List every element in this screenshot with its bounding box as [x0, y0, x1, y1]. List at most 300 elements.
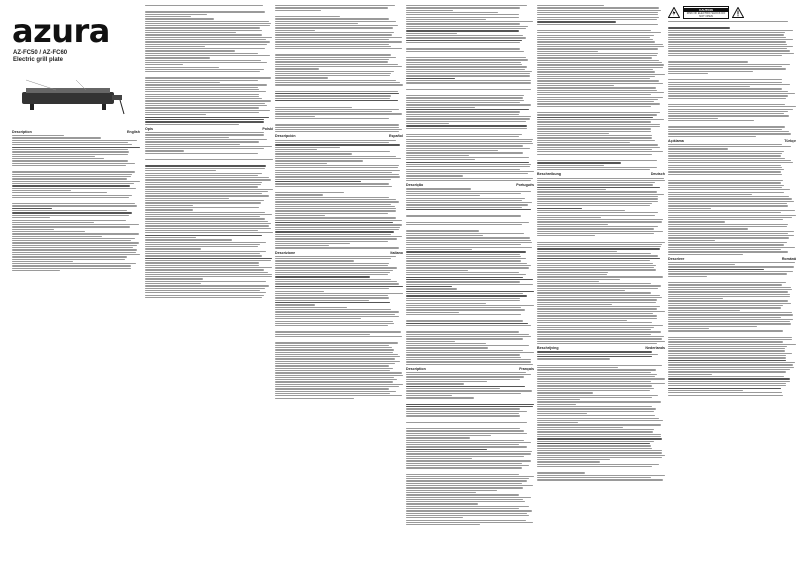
text-line [406, 476, 534, 477]
text-line [145, 32, 236, 33]
text-line [668, 55, 782, 56]
text-line [537, 406, 652, 407]
text-line [537, 260, 650, 261]
text-line [275, 361, 400, 362]
text-line [668, 221, 725, 222]
text-line [668, 160, 791, 161]
text-line [275, 347, 392, 348]
text-line [406, 136, 519, 137]
text-line [275, 354, 398, 355]
text-line [275, 307, 347, 308]
text-line [12, 268, 131, 269]
text-line [537, 408, 656, 409]
text-line [668, 95, 788, 96]
text-line [668, 362, 795, 363]
text-line [668, 167, 782, 168]
text-line [406, 121, 526, 122]
text-line [145, 37, 272, 38]
text-line [537, 306, 660, 307]
text-line [12, 144, 132, 145]
text-line [145, 168, 265, 169]
text-line [145, 297, 262, 298]
text-line [406, 97, 523, 98]
text-line [275, 302, 390, 303]
text-line [537, 126, 660, 127]
text-line [145, 137, 229, 138]
text-line [275, 116, 315, 117]
text-line [537, 24, 658, 25]
text-line [275, 325, 388, 326]
text-line [668, 66, 782, 67]
text-line [537, 354, 658, 355]
text-line [537, 464, 659, 465]
text-line [537, 80, 659, 81]
text-line [406, 433, 527, 434]
text-line [406, 510, 532, 511]
text-line [406, 309, 525, 310]
text-line [668, 303, 791, 304]
text-line [275, 172, 392, 173]
text-line [275, 18, 389, 19]
text-line [275, 224, 402, 225]
text-line [537, 329, 651, 330]
text-line [275, 5, 395, 6]
text-line [537, 178, 664, 179]
text-line [537, 258, 660, 259]
text-line [537, 135, 652, 136]
text-line [12, 242, 139, 243]
text-line [668, 46, 793, 47]
text-line [275, 293, 403, 294]
text-line [537, 94, 651, 95]
text-line [275, 27, 393, 28]
text-line [275, 370, 390, 371]
text-line [275, 194, 323, 195]
text-line [275, 281, 397, 282]
text-line [537, 133, 609, 134]
text-line [537, 267, 654, 268]
text-line [145, 82, 220, 83]
text-line [537, 448, 652, 449]
text-line [406, 460, 531, 461]
text-line [537, 85, 614, 86]
text-line [668, 388, 781, 389]
text-line [406, 73, 530, 74]
text-line [537, 455, 665, 456]
text-line [275, 217, 396, 218]
text-line [145, 292, 266, 293]
text-line [145, 186, 258, 187]
text-line [537, 187, 660, 188]
text-line [275, 25, 398, 26]
text-line [275, 186, 392, 187]
text-line [537, 191, 657, 192]
section-heading-fr: Description [406, 366, 426, 371]
text-line [145, 230, 258, 231]
text-line [537, 461, 600, 462]
text-line [275, 316, 399, 317]
text-line [537, 320, 627, 321]
text-line [668, 314, 793, 315]
text-line [406, 30, 519, 31]
text-line [537, 438, 662, 439]
text-line [275, 66, 402, 67]
text-line [406, 314, 521, 315]
text-line [145, 285, 269, 286]
text-line [406, 7, 520, 8]
text-line [406, 23, 520, 24]
text-line [406, 254, 520, 255]
text-line [537, 19, 657, 20]
text-line [668, 249, 781, 250]
text-line [12, 203, 135, 204]
text-line [537, 196, 658, 197]
text-line [537, 14, 658, 15]
caution-label [683, 6, 729, 19]
text-line [275, 201, 399, 202]
text-line [668, 34, 784, 35]
text-line [668, 182, 781, 183]
text-line [537, 427, 623, 428]
text-line [406, 291, 534, 292]
text-line [537, 154, 652, 155]
text-line [406, 374, 531, 375]
text-line [12, 165, 126, 166]
text-line [406, 428, 520, 429]
text-line [12, 181, 140, 182]
text-line [537, 479, 663, 480]
text-line [537, 41, 655, 42]
text-line [406, 107, 475, 108]
text-line [145, 11, 265, 12]
text-block [12, 135, 140, 271]
text-line [406, 10, 453, 11]
text-line [537, 71, 655, 72]
text-line [668, 48, 787, 49]
text-line [275, 44, 389, 45]
text-line [668, 64, 790, 65]
text-line [275, 336, 402, 337]
text-line [275, 363, 395, 364]
text-line [12, 176, 131, 177]
text-line [406, 19, 486, 20]
text-line [12, 215, 129, 216]
text-line [275, 279, 391, 280]
text-line [668, 224, 788, 225]
text-line [406, 444, 519, 445]
text-line [668, 353, 792, 354]
text-line [537, 281, 599, 282]
text-line [275, 272, 390, 273]
text-line [275, 210, 396, 211]
language-label-pl: Polski [262, 127, 273, 132]
text-line [406, 284, 533, 285]
text-line [668, 385, 786, 386]
text-line [537, 322, 652, 323]
text-line [537, 356, 652, 357]
text-line [145, 182, 262, 183]
text-line [275, 395, 402, 396]
text-line [145, 235, 262, 236]
text-line [145, 239, 232, 240]
text-line [537, 212, 658, 213]
text-line [537, 338, 662, 339]
text-line [537, 67, 663, 68]
text-line [668, 355, 786, 356]
text-line [275, 334, 370, 335]
text-line [537, 374, 657, 375]
text-line [537, 162, 621, 163]
text-line [275, 160, 363, 161]
text-line [537, 37, 650, 38]
text-line [145, 276, 272, 277]
text-line [668, 189, 790, 190]
text-line [537, 189, 606, 190]
text-line [406, 134, 522, 135]
text-line [668, 155, 781, 156]
text-line [275, 197, 389, 198]
text-line [275, 144, 400, 145]
text-line [406, 354, 520, 355]
text-line [406, 251, 526, 252]
text-line [275, 258, 391, 259]
text-line [145, 77, 271, 78]
text-line [275, 379, 397, 380]
text-line [537, 128, 651, 129]
text-line [668, 337, 792, 338]
text-line [275, 158, 401, 159]
text-line [537, 477, 651, 478]
text-line [406, 272, 519, 273]
text-line [145, 25, 270, 26]
text-line [275, 147, 340, 148]
text-line [406, 166, 530, 167]
text-line [145, 228, 271, 229]
text-line [406, 114, 519, 115]
text-line [145, 179, 271, 180]
text-line [406, 21, 533, 22]
text-line [537, 251, 617, 252]
text-line [668, 201, 794, 202]
text-line [145, 202, 261, 203]
text-line [145, 248, 201, 249]
text-line [275, 206, 395, 207]
text-line [145, 159, 273, 160]
text-line [145, 165, 266, 166]
text-line [406, 379, 520, 380]
text-line [406, 150, 498, 151]
text-line [145, 41, 270, 42]
text-line [537, 276, 663, 277]
text-line [537, 83, 663, 84]
text-line [537, 149, 652, 150]
text-line [406, 195, 480, 196]
text-line [537, 165, 604, 166]
text-line [406, 274, 526, 275]
text-line [537, 341, 665, 342]
text-line [406, 497, 531, 498]
text-line [275, 95, 391, 96]
text-line [668, 312, 792, 313]
text-line [668, 162, 793, 163]
language-label-de: Deutsch [650, 172, 665, 177]
text-line [12, 151, 129, 152]
text-line [537, 311, 665, 312]
text-line [275, 381, 393, 382]
text-line [668, 237, 789, 238]
text-line [406, 404, 534, 405]
text-line [537, 325, 663, 326]
text-line [275, 286, 403, 287]
text-line [406, 422, 527, 423]
text-line [12, 137, 101, 138]
text-line [537, 450, 662, 451]
text-line [537, 112, 660, 113]
text-line [406, 143, 533, 144]
text-line [12, 140, 137, 141]
text-line [406, 364, 533, 365]
text-line [275, 57, 396, 58]
text-line [145, 200, 264, 201]
text-line [406, 288, 457, 289]
text-line [668, 158, 785, 159]
text-line [406, 376, 524, 377]
text-line [275, 41, 402, 42]
text-line [406, 395, 452, 396]
text-line [537, 55, 657, 56]
text-line [668, 341, 783, 342]
text-line [668, 106, 796, 107]
text-line [145, 269, 264, 270]
text-line [275, 356, 400, 357]
text-line [406, 102, 520, 103]
text-line [537, 205, 650, 206]
text-line [275, 236, 402, 237]
text-line [406, 95, 524, 96]
text-line [406, 381, 487, 382]
text-line [537, 429, 654, 430]
text-line [406, 14, 519, 15]
text-line [668, 79, 782, 80]
text-line [406, 357, 521, 358]
text-line [668, 153, 782, 154]
text-line [406, 343, 486, 344]
text-line [12, 252, 136, 253]
text-line [12, 245, 137, 246]
text-line [275, 68, 319, 69]
text-line [145, 27, 260, 28]
text-line [275, 73, 391, 74]
text-line [275, 48, 402, 49]
text-line [537, 119, 664, 120]
text-line [668, 144, 782, 145]
text-line [145, 114, 206, 115]
text-line [406, 307, 521, 308]
text-line [668, 291, 788, 292]
text-line [406, 169, 520, 170]
text-line [537, 297, 662, 298]
text-line [406, 145, 523, 146]
text-line [537, 459, 610, 460]
text-line [668, 131, 789, 132]
text-line [406, 277, 523, 278]
caution-block [668, 6, 796, 19]
section-heading-de: Beschreibung [537, 172, 561, 177]
text-line [537, 399, 580, 400]
text-line [275, 321, 393, 322]
text-line [275, 234, 391, 235]
text-line [668, 44, 787, 45]
text-line [537, 62, 662, 63]
text-line [668, 86, 750, 87]
text-line [537, 269, 656, 270]
text-line [406, 524, 480, 525]
text-line [12, 163, 135, 164]
text-line [145, 173, 262, 174]
text-line [537, 203, 652, 204]
text-line [537, 78, 650, 79]
text-line [537, 290, 625, 291]
text-line [275, 111, 392, 112]
text-line [537, 221, 662, 222]
text-line [12, 256, 127, 257]
language-label-tr: Türkçe [784, 138, 796, 143]
text-line [406, 478, 529, 479]
text-line [537, 404, 576, 405]
text-line [406, 490, 497, 491]
text-line [537, 411, 654, 412]
text-line [145, 84, 267, 85]
text-line [145, 260, 271, 261]
text-line [12, 147, 140, 148]
text-line [12, 226, 130, 227]
section-heading-pl: Opis [145, 127, 153, 132]
text-line [145, 91, 266, 92]
text-line [537, 228, 654, 229]
text-line [275, 227, 400, 228]
language-label-ro: Română [781, 256, 796, 261]
text-line [668, 276, 707, 277]
text-line [275, 388, 389, 389]
text-line [537, 160, 657, 161]
text-line [668, 53, 794, 54]
text-line [537, 64, 664, 65]
text-line [406, 393, 521, 394]
text-line [145, 48, 265, 49]
text-line [275, 241, 388, 242]
text-line [537, 131, 651, 132]
text-line [668, 266, 794, 267]
text-line [406, 66, 527, 67]
text-line [275, 393, 390, 394]
text-line [537, 253, 651, 254]
text-line [668, 307, 781, 308]
text-line [406, 347, 488, 348]
text-line [406, 437, 470, 438]
text-line [668, 233, 788, 234]
text-line [406, 501, 525, 502]
text-block [668, 21, 796, 137]
text-line [145, 94, 259, 95]
text-line [537, 299, 657, 300]
text-line [145, 272, 268, 273]
text-line [537, 395, 658, 396]
text-line [668, 104, 785, 105]
text-line [12, 238, 135, 239]
text-line [275, 34, 392, 35]
text-line [12, 149, 128, 150]
text-line [537, 76, 655, 77]
